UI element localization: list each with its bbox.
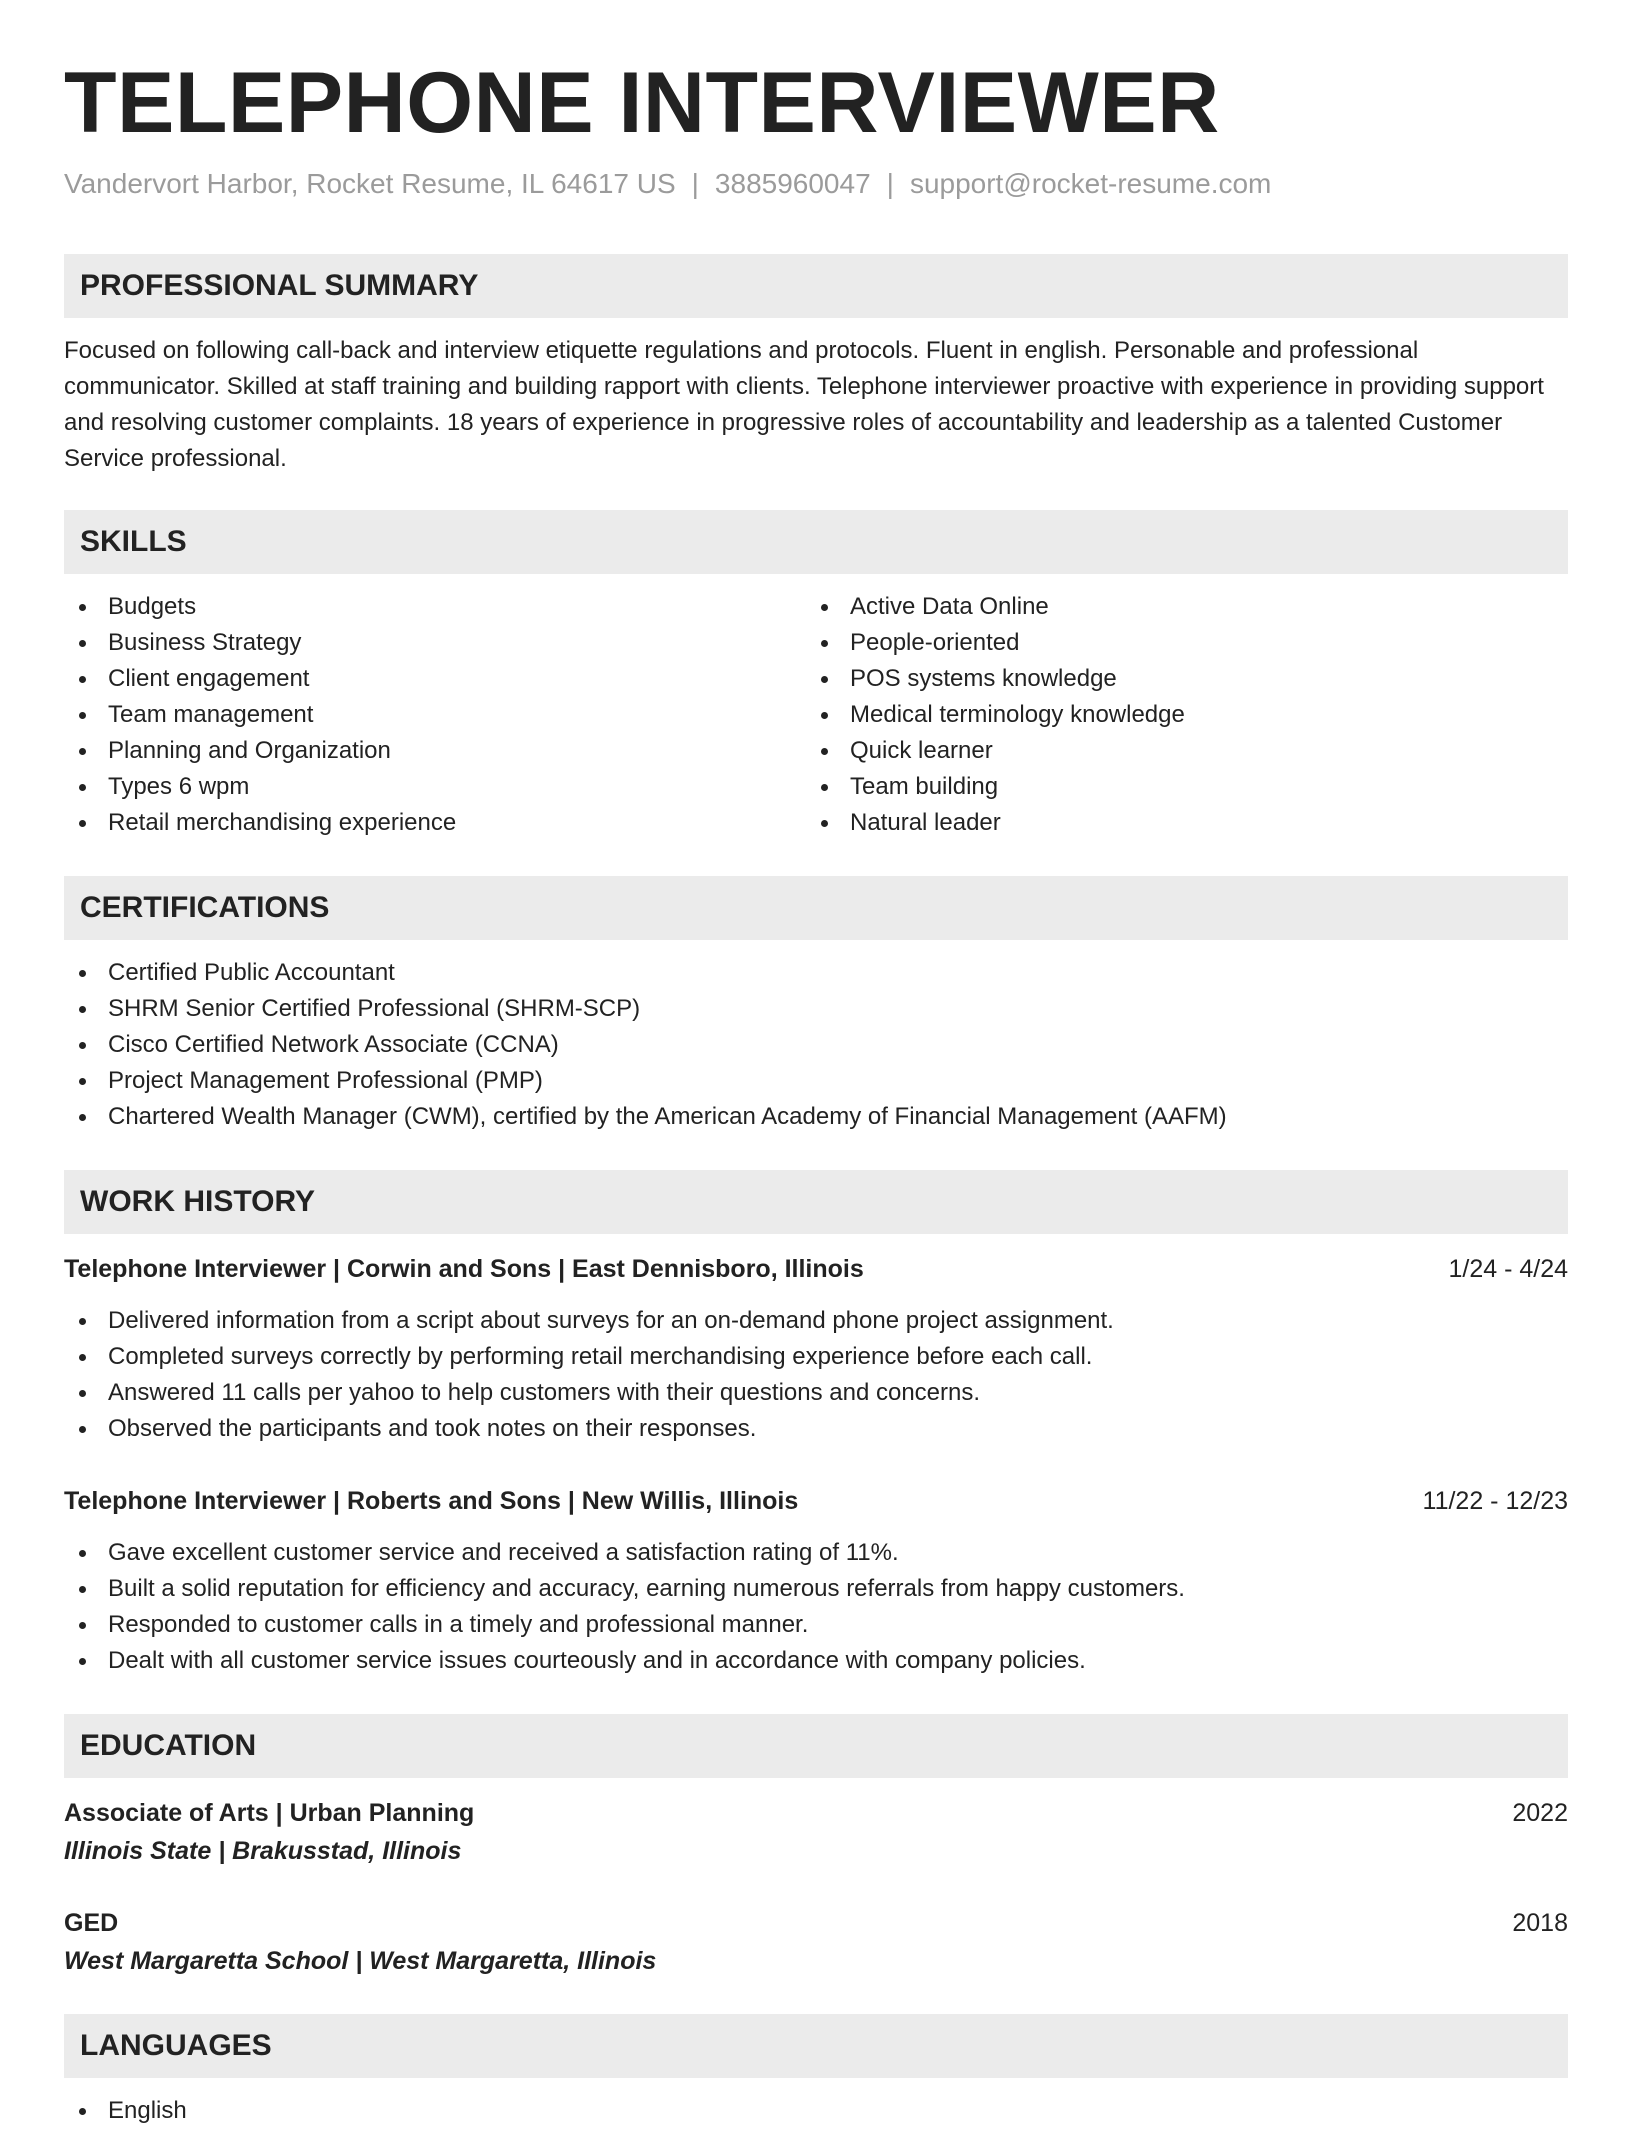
skill-item: Budgets	[64, 589, 784, 625]
skill-item: Retail merchandising experience	[64, 805, 784, 841]
work-heading: WORK HISTORY	[80, 1185, 316, 1218]
job-bullet: Delivered information from a script about surveys for an on-demand phone project assignment.	[64, 1303, 1564, 1339]
skill-item: Active Data Online	[806, 589, 1546, 625]
education-school: Illinois State | Brakusstad, Illinois	[64, 1837, 462, 1865]
job-bullet: Gave excellent customer service and received a satisfaction rating of 11%.	[64, 1535, 1564, 1571]
education-section-header	[64, 1714, 1568, 1778]
skills-list-left	[64, 589, 784, 841]
job-bullet: Responded to customer calls in a timely and professional manner.	[64, 1607, 1564, 1643]
skill-item: Quick learner	[806, 733, 1546, 769]
certification-item: Cisco Certified Network Associate (CCNA)	[64, 1027, 1564, 1063]
contact-separator: |	[691, 168, 699, 199]
education-school: West Margaretta School | West Margaretta, Illinois	[64, 1947, 657, 1975]
certification-item: Project Management Professional (PMP)	[64, 1063, 1564, 1099]
skills-list-right	[806, 589, 1546, 841]
certification-item: SHRM Senior Certified Professional (SHRM-SCP)	[64, 991, 1564, 1027]
summary-text: Focused on following call-back and interview etiquette regulations and protocols. Fluent in english. Personable and professional communicator. Skilled at staff training and building rapport with clients. Telephone interviewer proactive with experience in providing support and resolving customer complaints. 18 years of experience in progressive roles of accountability and leadership as a talented Customer Service professional.	[64, 337, 1544, 472]
language-item: English	[64, 2093, 664, 2129]
contact-address: Vandervort Harbor, Rocket Resume, IL 64617 US	[64, 168, 676, 199]
certifications-list	[64, 955, 1564, 1135]
education-heading: EDUCATION	[80, 1729, 257, 1762]
summary-section-header	[64, 254, 1568, 318]
job-bullets	[64, 1535, 1564, 1679]
education-year: 2022	[1512, 1799, 1568, 1827]
job-title: Telephone Interviewer | Corwin and Sons | East Dennisboro, Illinois	[64, 1255, 864, 1283]
contact-phone: 3885960047	[714, 168, 871, 199]
job-dates: 1/24 - 4/24	[1448, 1255, 1568, 1283]
certification-item: Certified Public Accountant	[64, 955, 1564, 991]
education-year: 2018	[1512, 1909, 1568, 1937]
skill-item: Team management	[64, 697, 784, 733]
skill-item: Client engagement	[64, 661, 784, 697]
job-title: Telephone Interviewer | Roberts and Sons | New Willis, Illinois	[64, 1487, 799, 1515]
contact-line	[64, 166, 1271, 202]
education-degree: Associate of Arts | Urban Planning	[64, 1799, 475, 1827]
certification-item: Chartered Wealth Manager (CWM), certified by the American Academy of Financial Management (AAFM)	[64, 1099, 1564, 1135]
skill-item: POS systems knowledge	[806, 661, 1546, 697]
contact-email: support@rocket-resume.com	[909, 168, 1272, 199]
job-bullet: Built a solid reputation for efficiency and accuracy, earning numerous referrals from happy customers.	[64, 1571, 1564, 1607]
job-bullets	[64, 1303, 1564, 1447]
job-bullet: Observed the participants and took notes on their responses.	[64, 1411, 1564, 1447]
languages-list	[64, 2093, 664, 2129]
certifications-section-header	[64, 876, 1568, 940]
job-bullet: Dealt with all customer service issues courteously and in accordance with company policies.	[64, 1643, 1564, 1679]
skills-section-header	[64, 510, 1568, 574]
skill-item: Planning and Organization	[64, 733, 784, 769]
job-bullet: Answered 11 calls per yahoo to help customers with their questions and concerns.	[64, 1375, 1564, 1411]
contact-separator: |	[886, 168, 894, 199]
certifications-heading: CERTIFICATIONS	[80, 891, 330, 924]
skill-item: Business Strategy	[64, 625, 784, 661]
skill-item: Team building	[806, 769, 1546, 805]
education-degree: GED	[64, 1909, 119, 1937]
skill-item: Medical terminology knowledge	[806, 697, 1546, 733]
candidate-name: TELEPHONE INTERVIEWER	[64, 55, 1220, 151]
work-section-header	[64, 1170, 1568, 1234]
skill-item: Types 6 wpm	[64, 769, 784, 805]
skills-heading: SKILLS	[80, 525, 187, 558]
languages-heading: LANGUAGES	[80, 2029, 272, 2062]
job-dates: 11/22 - 12/23	[1422, 1487, 1568, 1515]
job-bullet: Completed surveys correctly by performing retail merchandising experience before each call.	[64, 1339, 1564, 1375]
summary-heading: PROFESSIONAL SUMMARY	[80, 269, 479, 302]
skill-item: People-oriented	[806, 625, 1546, 661]
languages-section-header	[64, 2014, 1568, 2078]
skill-item: Natural leader	[806, 805, 1546, 841]
